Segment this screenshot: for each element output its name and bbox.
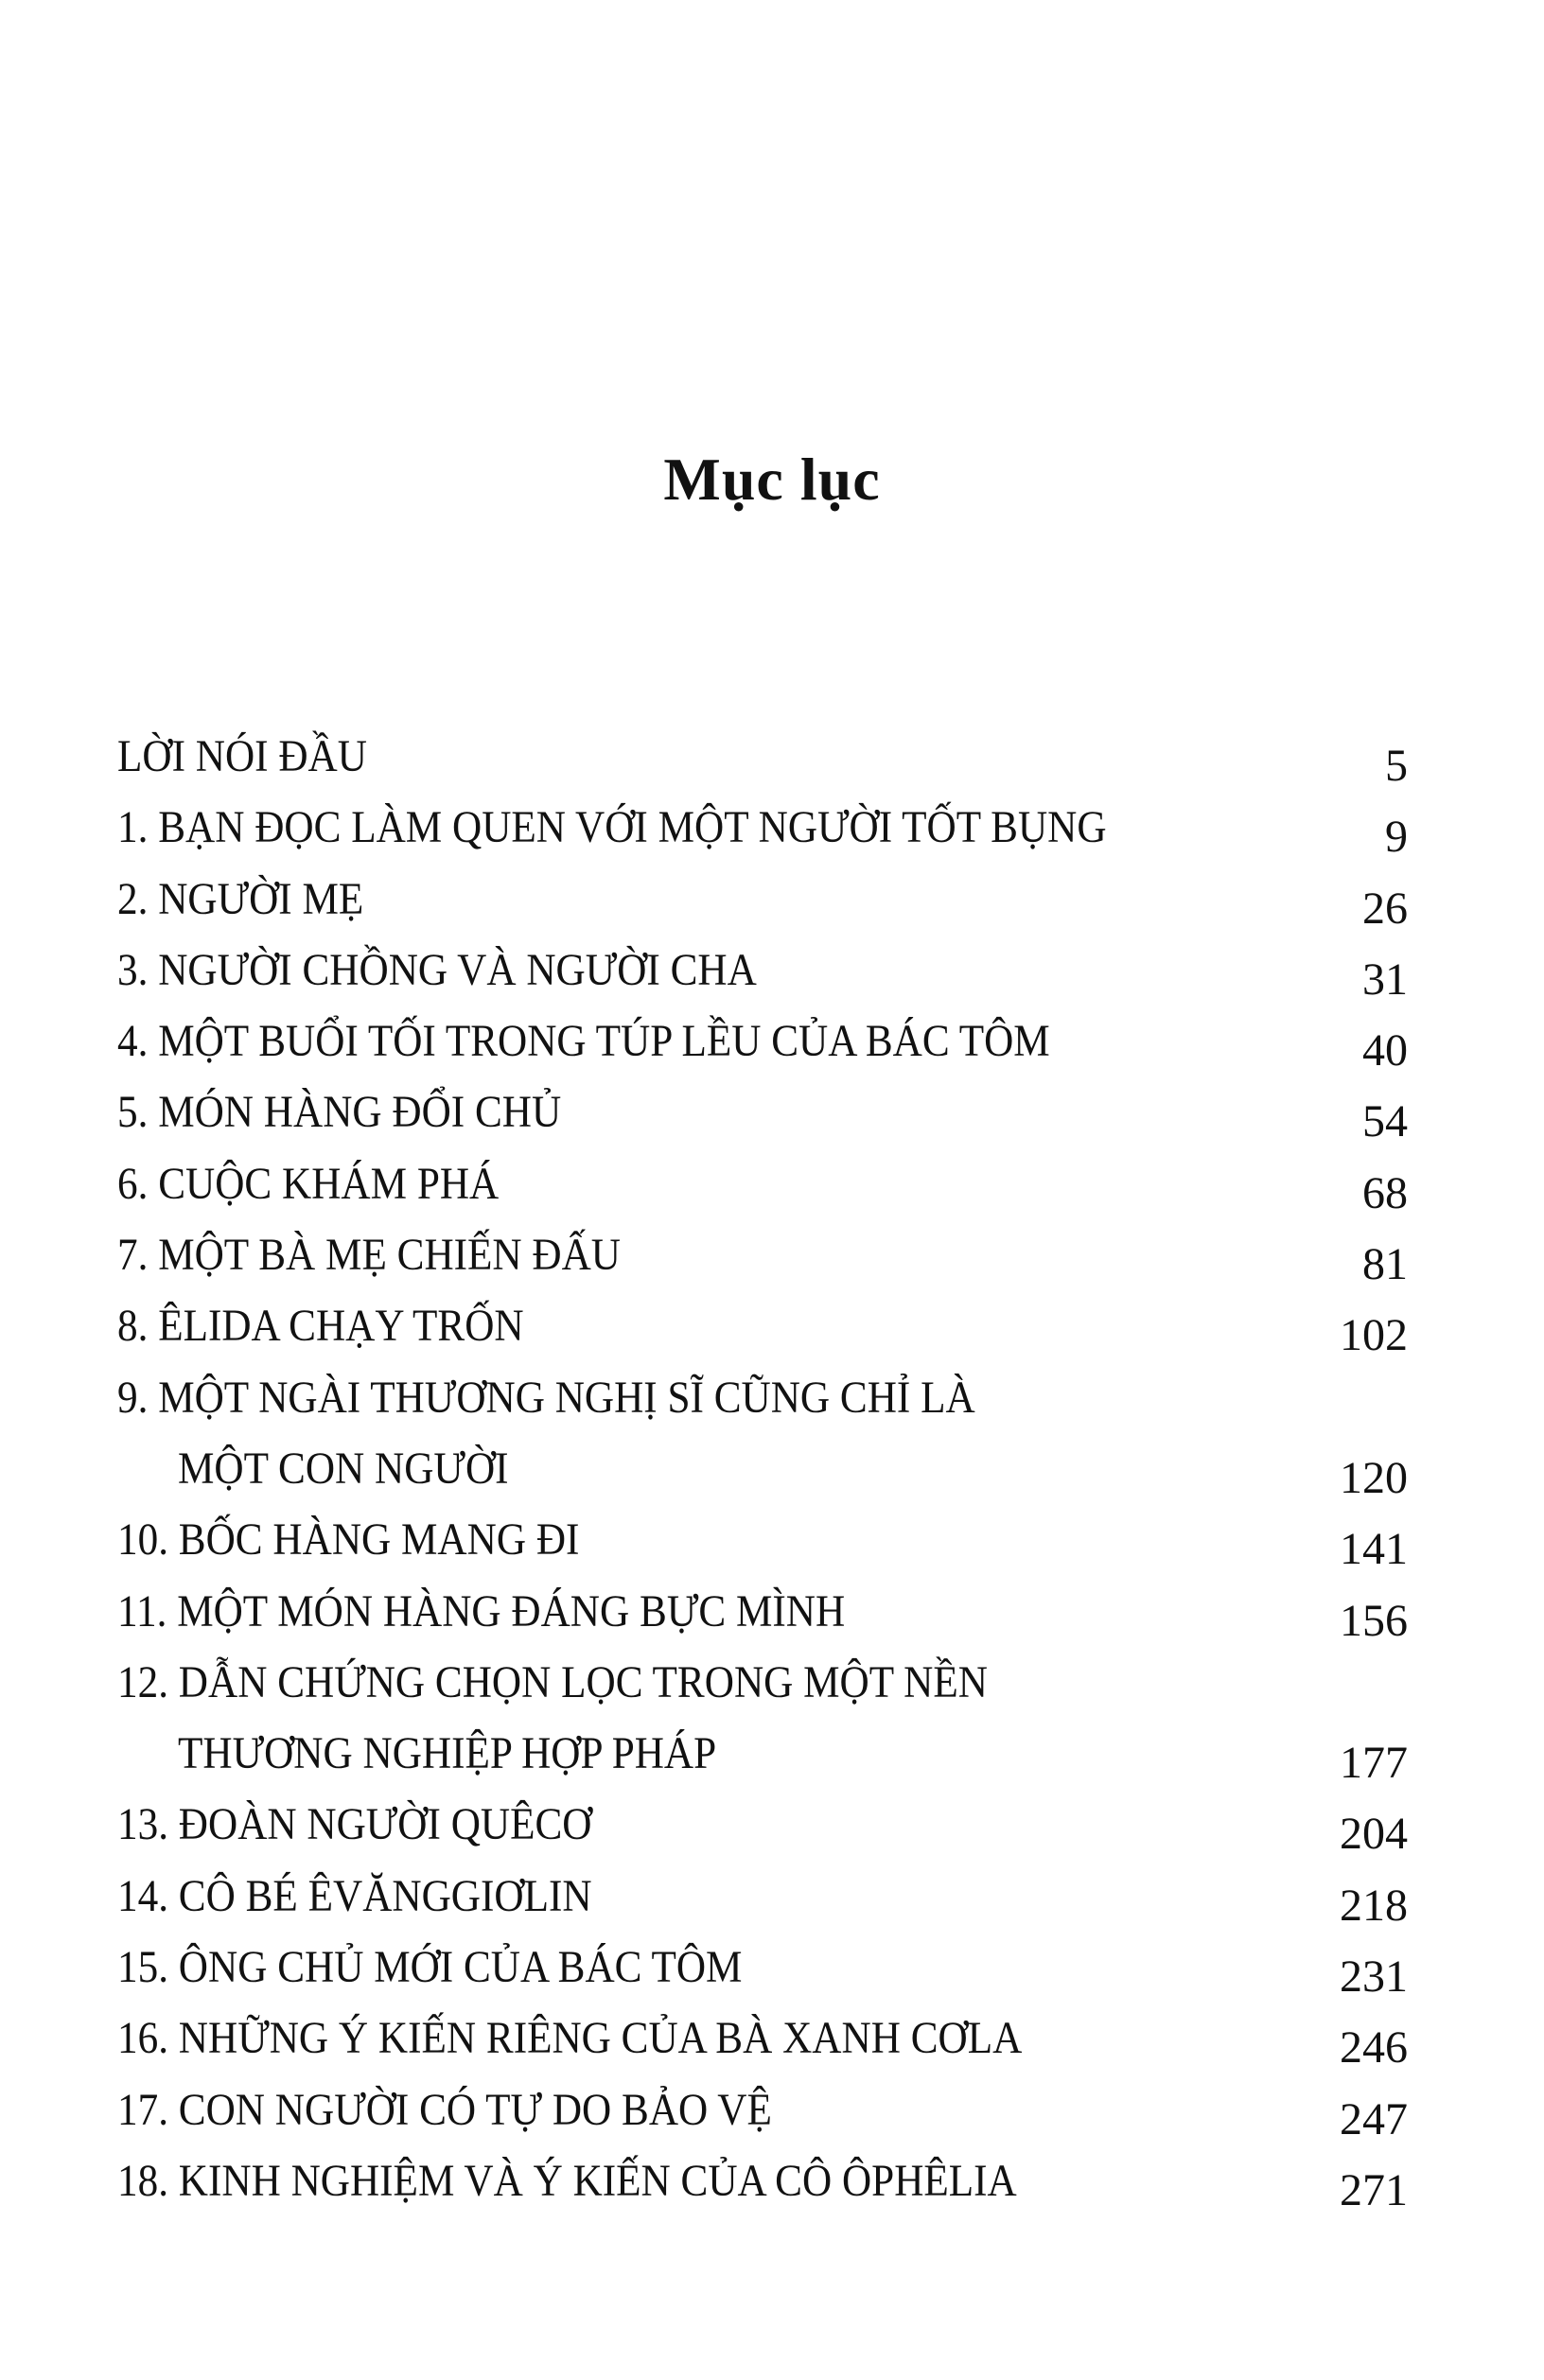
toc-entry-page: 31	[1362, 954, 1408, 1005]
toc-entry-page: 204	[1340, 1809, 1408, 1860]
toc-entry-page: 54	[1362, 1096, 1408, 1147]
toc-entry-title: 12. DẪN CHỨNG CHỌN LỌC TRONG MỘT NỀN	[117, 1656, 988, 1707]
toc-entry	[117, 1789, 1408, 1860]
toc-entry-page: 26	[1362, 883, 1408, 934]
toc-entry	[117, 1076, 1408, 1147]
toc-entry	[117, 792, 1408, 863]
toc-entry-title: 15. ÔNG CHỦ MỚI CỦA BÁC TÔM	[117, 1942, 743, 1993]
toc-entry-page: 271	[1340, 2164, 1408, 2215]
toc-entry-title: 18. KINH NGHIỆM VÀ Ý KIẾN CỦA CÔ ÔPHÊLIA	[117, 2155, 1017, 2206]
toc-entry-page: 9	[1385, 812, 1408, 863]
toc-entry	[117, 1647, 1408, 1718]
toc-entry-title: 3. NGƯỜI CHỒNG VÀ NGƯỜI CHA	[117, 944, 757, 995]
toc-entry-title: 7. MỘT BÀ MẸ CHIẾN ĐẤU	[117, 1230, 622, 1281]
toc-entry-title: 8. ÊLIDA CHẠY TRỐN	[117, 1301, 524, 1352]
toc-entry	[117, 935, 1408, 1006]
toc-entry	[117, 2074, 1408, 2145]
toc-entry	[117, 2145, 1408, 2216]
toc-entry	[117, 864, 1408, 935]
toc-entry-title-continuation: MỘT CON NGƯỜI	[178, 1443, 509, 1494]
toc-entry	[117, 1362, 1408, 1433]
toc-entry-title: 1. BẠN ĐỌC LÀM QUEN VỚI MỘT NGƯỜI TỐT BỤNG	[117, 802, 1107, 853]
toc-entry	[117, 1148, 1408, 1219]
table-of-contents	[117, 721, 1408, 2216]
toc-entry-continuation	[117, 1718, 1408, 1789]
toc-entry-page: 231	[1340, 1951, 1408, 2003]
toc-entry-page: 40	[1362, 1025, 1408, 1076]
toc-entry	[117, 721, 1408, 792]
toc-entry	[117, 1932, 1408, 2003]
toc-entry-title: 9. MỘT NGÀI THƯƠNG NGHỊ SĨ CŨNG CHỈ LÀ	[117, 1372, 975, 1423]
toc-entry-page: 156	[1340, 1595, 1408, 1646]
toc-entry-page: 246	[1340, 2022, 1408, 2074]
toc-entry-title: 5. MÓN HÀNG ĐỔI CHỦ	[117, 1087, 562, 1138]
toc-entry-page: 102	[1340, 1310, 1408, 1361]
toc-entry-title: 16. NHỮNG Ý KIẾN RIÊNG CỦA BÀ XANH CƠLA	[117, 2013, 1023, 2064]
toc-entry-page: 81	[1362, 1239, 1408, 1290]
toc-entry-page: 218	[1340, 1880, 1408, 1931]
toc-entry-page: 247	[1340, 2093, 1408, 2144]
toc-entry-page: 120	[1340, 1452, 1408, 1503]
toc-entry-page: 68	[1362, 1167, 1408, 1218]
toc-entry-continuation	[117, 1433, 1408, 1504]
toc-entry	[117, 1504, 1408, 1575]
toc-entry-page: 5	[1385, 741, 1408, 791]
toc-entry-title: 6. CUỘC KHÁM PHÁ	[117, 1158, 500, 1209]
toc-entry-title: 11. MỘT MÓN HÀNG ĐÁNG BỰC MÌNH	[117, 1585, 846, 1636]
toc-entry-title: 13. ĐOÀN NGƯỜI QUÊCƠ	[117, 1799, 592, 1850]
page-title: Mục lục	[663, 446, 881, 513]
toc-entry-page: 141	[1340, 1524, 1408, 1575]
toc-entry	[117, 1576, 1408, 1647]
toc-entry-title: 14. CÔ BÉ ÊVĂNGGIƠLIN	[117, 1870, 592, 1921]
toc-entry-page: 177	[1340, 1738, 1408, 1789]
toc-entry	[117, 1219, 1408, 1290]
toc-entry-title: 17. CON NGƯỜI CÓ TỰ DO BẢO VỆ	[117, 2084, 772, 2135]
toc-entry-title: 2. NGƯỜI MẸ	[117, 873, 364, 924]
toc-entry-title: LỜI NÓI ĐẦU	[117, 731, 367, 781]
toc-entry-title: 10. BỐC HÀNG MANG ĐI	[117, 1514, 580, 1566]
toc-entry-title: 4. MỘT BUỔI TỐI TRONG TÚP LỀU CỦA BÁC TÔM	[117, 1016, 1050, 1067]
toc-entry	[117, 2003, 1408, 2074]
toc-entry	[117, 1006, 1408, 1076]
toc-entry	[117, 1290, 1408, 1361]
toc-entry	[117, 1861, 1408, 1932]
toc-entry-title-continuation: THƯƠNG NGHIỆP HỢP PHÁP	[178, 1728, 717, 1779]
